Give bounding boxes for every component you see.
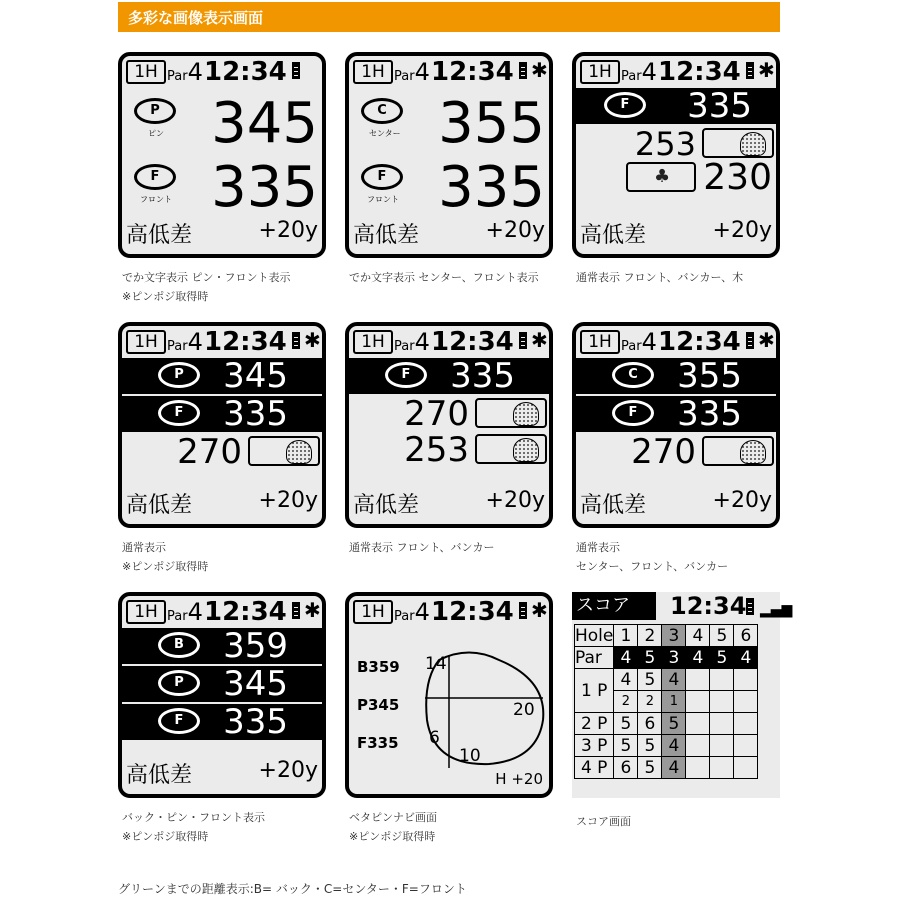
center-distance: 355 [677, 356, 742, 396]
bluetooth-icon: ✱ [758, 328, 775, 352]
status-bar [351, 597, 548, 627]
bunker-icon [248, 436, 320, 466]
clock: 12:34 [431, 327, 514, 357]
front-row [576, 88, 776, 124]
elevation: 高低差 +20y [580, 488, 772, 518]
pin-icon: P [134, 98, 176, 124]
hole-label: 1H [126, 330, 166, 354]
status-bar [578, 57, 775, 87]
par-label: Par4 [167, 328, 203, 356]
par-label: Par4 [167, 58, 203, 86]
front-row [576, 396, 776, 432]
bluetooth-icon: ✱ [531, 598, 548, 622]
dist-side: 20 [513, 700, 535, 720]
bluetooth-icon: ✱ [304, 328, 321, 352]
screen-front-bunker-tree [572, 52, 780, 258]
player2-row: 2 P 5 6 5 [575, 713, 758, 735]
hole-label: 1H [126, 600, 166, 624]
clock: 12:34 [431, 597, 514, 627]
front-row [122, 396, 322, 432]
screen-back-pin-front [118, 592, 326, 798]
dist-side2: 10 [459, 746, 481, 766]
elevation: 高低差 +20y [353, 488, 545, 518]
par-label: Par4 [167, 598, 203, 626]
front-distance: 335 [223, 394, 288, 434]
caption-6: 通常表示 センター、フロント、バンカー [576, 541, 729, 573]
tree-icon: ♣ [626, 162, 696, 192]
dist-front: 6 [429, 728, 440, 748]
battery-icon [746, 598, 754, 615]
elevation: 高低差 +20y [126, 758, 318, 788]
front-distance: 335 [223, 702, 288, 742]
pin-distance: 345 [223, 356, 288, 396]
clock: 12:34 [670, 592, 747, 620]
front-icon: F [604, 92, 646, 118]
status-bar [124, 57, 320, 87]
screen-big-center-front [345, 52, 553, 258]
screen-normal-pin [118, 322, 326, 528]
front-row [349, 358, 549, 394]
caption-7: バック・ピン・フロント表示 ※ピンポジ取得時 [122, 811, 265, 843]
back-label: B359 [357, 658, 400, 676]
player3-row: 3 P 5 5 4 [575, 735, 758, 757]
pin-icon: P [158, 362, 200, 388]
bluetooth-icon: ✱ [304, 598, 321, 622]
bunker2-distance: 253 [404, 430, 469, 470]
par-label: Par4 [621, 58, 657, 86]
height-diff: H +20 [495, 770, 543, 788]
hole-label: 1H [353, 330, 393, 354]
player1-row: 1 P 4 5 4 [575, 669, 758, 691]
caption-9: スコア画面 [576, 815, 631, 828]
front-distance: 335 [677, 394, 742, 434]
hole-label: 1H [580, 60, 620, 84]
front-row [122, 704, 322, 740]
hole-label: 1H [353, 60, 393, 84]
hole-label: 1H [126, 60, 166, 84]
par-label: Par4 [394, 58, 430, 86]
section-title: 多彩な画像表示画面 [128, 9, 264, 27]
front-icon: F [385, 362, 427, 388]
front-label: フロント [140, 195, 172, 204]
screen-score [572, 592, 793, 798]
front-icon: F [612, 400, 654, 426]
caption-3: 通常表示 フロント、バンカー、木 [576, 271, 744, 284]
bluetooth-icon: ✱ [531, 58, 548, 82]
screen-big-pin-front [118, 52, 326, 258]
par-label: Par4 [621, 328, 657, 356]
pin-distance: 345 [211, 91, 318, 156]
section-header [118, 2, 780, 32]
front-icon: F [158, 708, 200, 734]
front-icon: F [134, 164, 176, 190]
signal-icon: ▂▄▆ [760, 602, 793, 618]
clock: 12:34 [204, 597, 287, 627]
bunker-icon [702, 128, 774, 158]
bunker-distance: 253 [634, 125, 696, 163]
clock: 12:34 [658, 327, 741, 357]
bunker-distance: 270 [631, 432, 696, 472]
caption-5: 通常表示 フロント、バンカー [349, 541, 495, 554]
battery-icon [519, 62, 527, 79]
status-bar [351, 57, 548, 87]
center-label: センター [369, 129, 401, 138]
battery-icon [292, 332, 300, 349]
dist-back: 14 [425, 654, 447, 674]
par-row: Par 4 5 3 4 5 4 [575, 647, 758, 669]
battery-icon [746, 62, 754, 79]
center-distance: 355 [438, 91, 545, 156]
front-label: フロント [367, 195, 399, 204]
battery-icon [519, 332, 527, 349]
bunker-distance: 270 [177, 432, 242, 472]
bunker1-distance: 270 [404, 394, 469, 434]
back-distance: 359 [223, 626, 288, 666]
front-distance: 335 [450, 356, 515, 396]
player4-row: 4 P 6 5 4 [575, 757, 758, 779]
status-bar [351, 327, 548, 357]
pin-distance: 345 [223, 664, 288, 704]
bluetooth-icon: ✱ [531, 328, 548, 352]
bunker-icon [475, 398, 547, 428]
elevation: 高低差 +20y [580, 218, 772, 248]
battery-icon [519, 602, 527, 619]
front-distance: 335 [438, 155, 545, 220]
pin-label: ピン [148, 129, 164, 138]
caption-4: 通常表示 ※ピンポジ取得時 [122, 541, 209, 573]
pin-row [122, 358, 322, 394]
battery-icon [746, 332, 754, 349]
bunker-icon [475, 434, 547, 464]
player1-putts-row: 2 2 1 [575, 691, 758, 713]
clock: 12:34 [431, 57, 514, 87]
hole-label: 1H [353, 600, 393, 624]
center-icon: C [612, 362, 654, 388]
screen-front-bunker [345, 322, 553, 528]
status-bar [124, 327, 321, 357]
pin-icon: P [158, 670, 200, 696]
caption-1: でか文字表示 ピン・フロント表示 ※ピンポジ取得時 [122, 271, 291, 303]
par-label: Par4 [394, 598, 430, 626]
pin-label: P345 [357, 696, 400, 714]
elevation: 高低差 +20y [126, 488, 318, 518]
bunker-icon [702, 436, 774, 466]
screen-center-front-bunker [572, 322, 780, 528]
elevation: 高低差 +20y [126, 218, 318, 248]
caption-8: ベタピンナビ画面 ※ピンポジ取得時 [349, 811, 437, 843]
caption-2: でか文字表示 センター、フロント表示 [349, 271, 539, 284]
battery-icon [292, 602, 300, 619]
center-row [576, 358, 776, 394]
back-icon: B [158, 632, 200, 658]
score-table [574, 624, 758, 779]
footer-note: グリーンまでの距離表示:B= バック・C=センター・F=フロント [118, 882, 467, 896]
status-bar [578, 327, 775, 357]
tree-distance: 230 [703, 157, 772, 198]
score-title: スコア [572, 592, 656, 620]
front-icon: F [361, 164, 403, 190]
front-distance: 335 [687, 86, 752, 126]
par-label: Par4 [394, 328, 430, 356]
clock: 12:34 [204, 327, 287, 357]
bluetooth-icon: ✱ [758, 58, 775, 82]
status-bar [124, 597, 321, 627]
battery-icon [292, 62, 300, 79]
hole-row: Hole 1 2 3 4 5 6 [575, 625, 758, 647]
front-label: F335 [357, 734, 399, 752]
front-icon: F [158, 400, 200, 426]
screen-betapin-navi [345, 592, 553, 798]
back-row [122, 628, 322, 664]
elevation: 高低差 +20y [353, 218, 545, 248]
hole-label: 1H [580, 330, 620, 354]
center-icon: C [361, 98, 403, 124]
pin-row [122, 666, 322, 702]
clock: 12:34 [658, 57, 741, 87]
clock: 12:34 [204, 57, 287, 87]
front-distance: 335 [211, 155, 318, 220]
